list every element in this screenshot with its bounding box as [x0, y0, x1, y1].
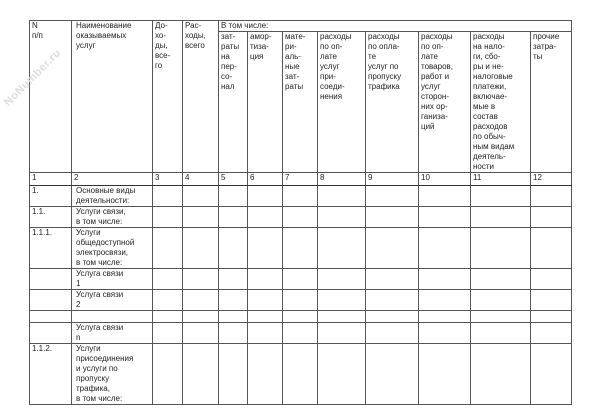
empty-cell [219, 311, 248, 323]
empty-cell [183, 290, 219, 311]
header-row [30, 21, 572, 32]
empty-cell [471, 207, 531, 228]
empty-cell [366, 228, 419, 269]
row-name: Услуга связи 1 [72, 269, 153, 290]
header-expenses: Рас- ходы, всего [183, 21, 219, 173]
empty-cell [248, 228, 283, 269]
empty-cell [219, 228, 248, 269]
header-num: N п/п [30, 21, 72, 173]
empty-cell [531, 323, 572, 344]
column-number: 3 [153, 173, 183, 186]
empty-cell [531, 311, 572, 323]
subheader-cell: мате- ри- аль- ные зат- раты [283, 32, 318, 173]
row-number [30, 290, 72, 311]
column-number: 5 [219, 173, 248, 186]
empty-cell [471, 269, 531, 290]
empty-cell [471, 186, 531, 207]
empty-cell [219, 323, 248, 344]
table-row [30, 290, 572, 311]
row-number [30, 323, 72, 344]
empty-cell [183, 186, 219, 207]
row-number: 1.1.1. [30, 228, 72, 269]
empty-cell [283, 186, 318, 207]
row-name: Услуга связи n [72, 323, 153, 344]
empty-cell [318, 323, 366, 344]
empty-cell [471, 228, 531, 269]
empty-cell [183, 228, 219, 269]
empty-cell [318, 269, 366, 290]
empty-cell [248, 311, 283, 323]
empty-cell [531, 269, 572, 290]
column-number: 4 [183, 173, 219, 186]
table-row [30, 186, 572, 207]
empty-cell [183, 269, 219, 290]
row-number: 1.1.2. [30, 344, 72, 405]
empty-cell [153, 323, 183, 344]
empty-cell [219, 269, 248, 290]
column-number: 1 [30, 173, 72, 186]
column-number: 2 [72, 173, 153, 186]
empty-cell [219, 344, 248, 405]
watermark: NoNumber.ru [2, 46, 64, 109]
table-row [30, 207, 572, 228]
row-number [30, 269, 72, 290]
empty-cell [419, 290, 471, 311]
empty-cell [419, 344, 471, 405]
empty-cell [419, 323, 471, 344]
empty-cell [183, 344, 219, 405]
empty-cell [366, 290, 419, 311]
empty-cell [318, 290, 366, 311]
subheader-cell: расходы по оп- лате услуг при- соеди- нения [318, 32, 366, 173]
empty-cell [153, 207, 183, 228]
services-table [29, 20, 572, 405]
column-number: 12 [531, 173, 572, 186]
row-name: Услуга связи 2 [72, 290, 153, 311]
empty-cell [183, 311, 219, 323]
table-row [30, 323, 572, 344]
empty-cell [366, 186, 419, 207]
empty-cell [219, 290, 248, 311]
empty-cell [531, 290, 572, 311]
empty-cell [153, 311, 183, 323]
empty-cell [366, 311, 419, 323]
header-including: В том числе: [219, 21, 572, 32]
empty-cell [531, 207, 572, 228]
empty-cell [248, 344, 283, 405]
empty-cell [366, 207, 419, 228]
empty-cell [366, 344, 419, 405]
empty-cell [366, 269, 419, 290]
empty-cell [183, 207, 219, 228]
empty-cell [183, 323, 219, 344]
empty-cell [248, 323, 283, 344]
column-number: 7 [283, 173, 318, 186]
empty-cell [153, 228, 183, 269]
empty-cell [419, 311, 471, 323]
column-number: 9 [366, 173, 419, 186]
empty-cell [248, 207, 283, 228]
empty-cell [531, 228, 572, 269]
empty-cell [283, 269, 318, 290]
row-name [72, 311, 153, 323]
empty-cell [153, 344, 183, 405]
subheader-cell: расходы по опла- те услуг по пропуску трафика [366, 32, 419, 173]
row-name: Услуги присоединения и услуги по пропуску трафика, в том числе: [72, 344, 153, 405]
empty-cell [283, 207, 318, 228]
empty-cell [219, 207, 248, 228]
empty-cell [283, 311, 318, 323]
subheader-cell: прочие затра- ты [531, 32, 572, 173]
column-number: 10 [419, 173, 471, 186]
empty-cell [318, 186, 366, 207]
row-number: 1.1. [30, 207, 72, 228]
empty-cell [153, 269, 183, 290]
empty-cell [318, 228, 366, 269]
header-name: Наименование оказываемых услуг [72, 21, 153, 173]
column-number: 6 [248, 173, 283, 186]
empty-cell [366, 323, 419, 344]
table-row [30, 344, 572, 405]
empty-cell [283, 290, 318, 311]
subheader-cell: расходы на нало- ги, сбо- ры и не- налоговые платежи, включае- мые в состав расходов по обыч- ным видам деятель- ности [471, 32, 531, 173]
column-number: 11 [471, 173, 531, 186]
header-income: До- хо- ды, все- го [153, 21, 183, 173]
row-number: 1. [30, 186, 72, 207]
empty-cell [283, 228, 318, 269]
empty-cell [283, 323, 318, 344]
row-number [30, 311, 72, 323]
empty-cell [471, 290, 531, 311]
empty-cell [153, 290, 183, 311]
row-name: Основные виды деятельности: [72, 186, 153, 207]
subheader-cell: амор- тиза- ция [248, 32, 283, 173]
empty-cell [471, 311, 531, 323]
row-name: Услуги связи, в том числе: [72, 207, 153, 228]
empty-cell [248, 290, 283, 311]
subheader-cell: зат- раты на пер- со- нал [219, 32, 248, 173]
empty-cell [531, 344, 572, 405]
empty-cell [248, 186, 283, 207]
empty-cell [219, 186, 248, 207]
empty-cell [153, 186, 183, 207]
empty-cell [318, 311, 366, 323]
column-numbers-row [30, 173, 572, 186]
subheader-cell: расходы по оп- лате товаров, работ и услуг сторон- них ор- ганиза- ций [419, 32, 471, 173]
empty-cell [531, 186, 572, 207]
row-name: Услуги общедоступной электросвязи, в том числе: [72, 228, 153, 269]
table-row [30, 228, 572, 269]
empty-cell [419, 269, 471, 290]
empty-cell [419, 207, 471, 228]
empty-cell [419, 186, 471, 207]
column-number: 8 [318, 173, 366, 186]
empty-cell [248, 269, 283, 290]
empty-cell [419, 228, 471, 269]
empty-cell [283, 344, 318, 405]
table-row [30, 311, 572, 323]
table-row [30, 269, 572, 290]
empty-cell [318, 207, 366, 228]
empty-cell [471, 323, 531, 344]
empty-cell [318, 344, 366, 405]
empty-cell [471, 344, 531, 405]
